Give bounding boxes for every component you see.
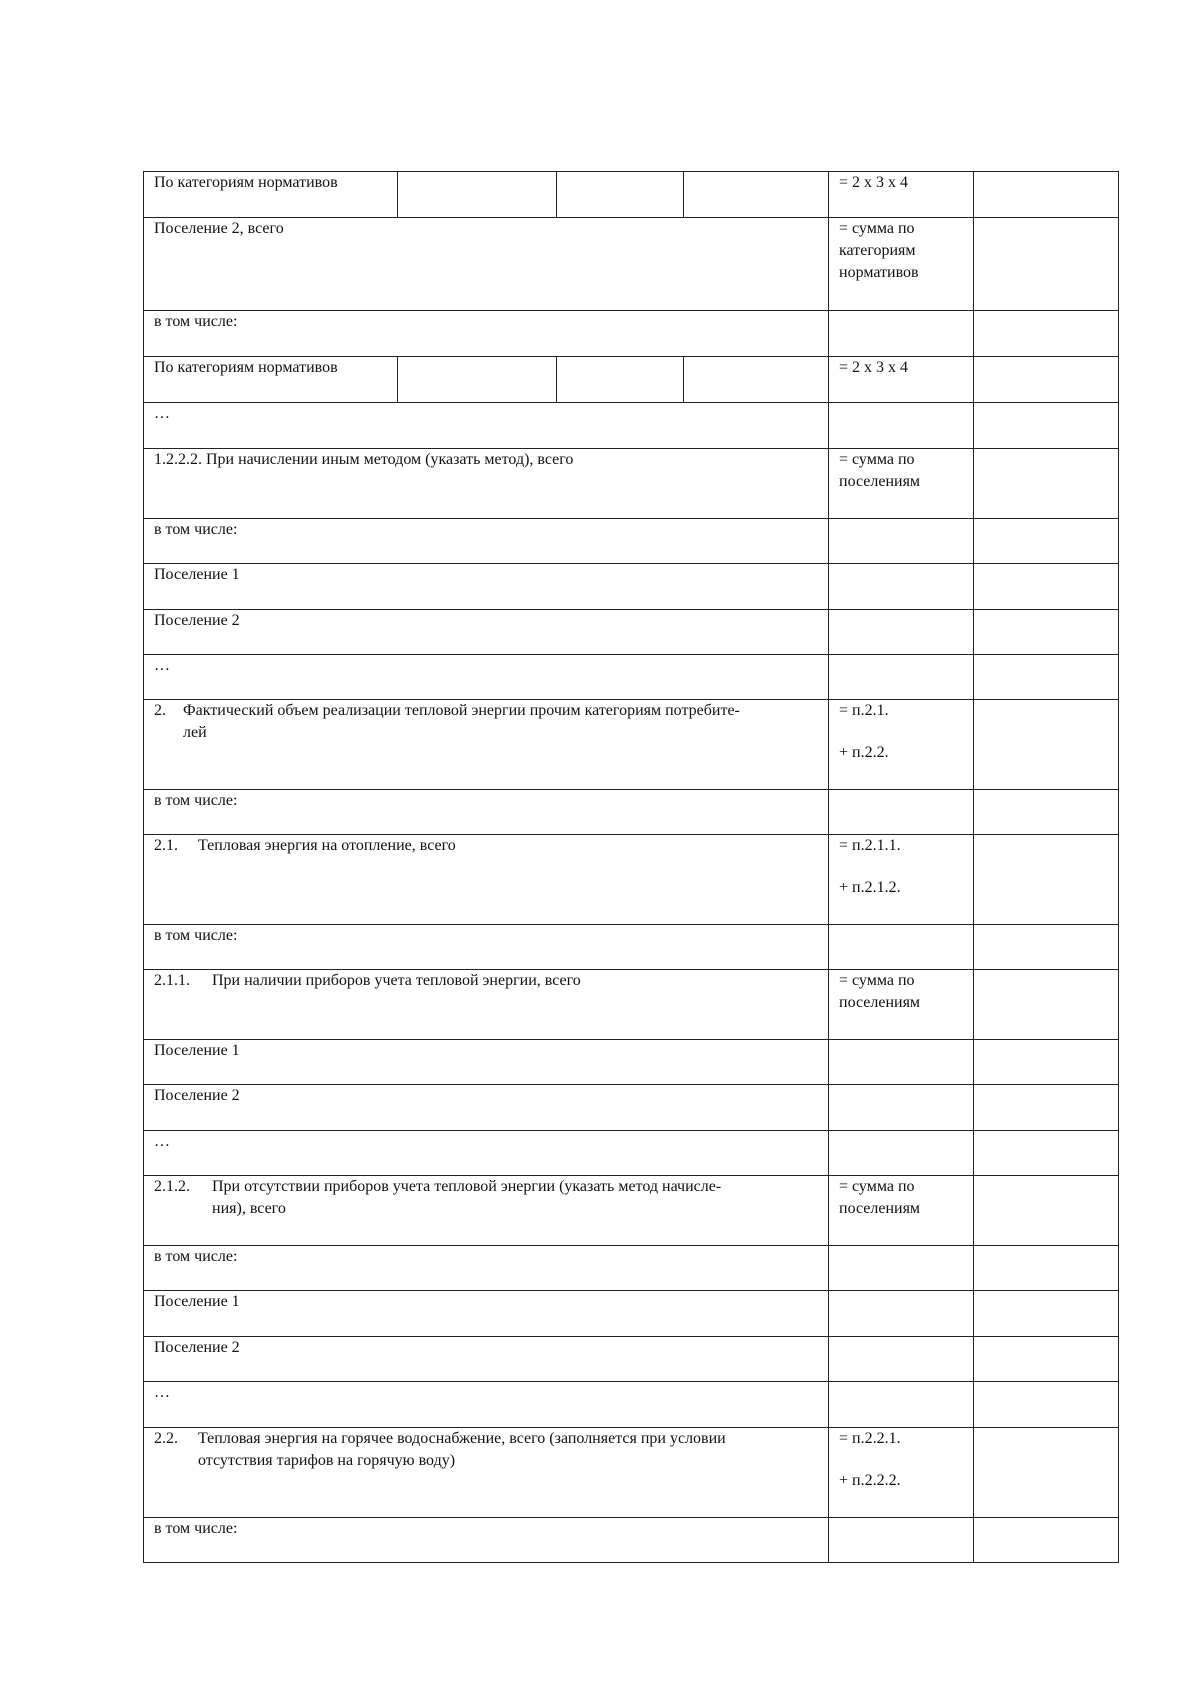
formula-line: поселениям [839, 994, 921, 1011]
formula-cell [829, 1428, 974, 1518]
label-line: Тепловая энергия на отопление, всего [198, 837, 456, 854]
value-cell [974, 1428, 1119, 1518]
formula-cell [829, 564, 974, 610]
formula-line: = п.2.1. [839, 702, 889, 719]
row-label: в том числе: [144, 311, 829, 357]
value-cell [974, 1176, 1119, 1246]
value-cell [974, 1246, 1119, 1291]
row-label: Поселение 2 [144, 1085, 829, 1131]
value-cell [974, 1040, 1119, 1085]
value-cell [974, 790, 1119, 835]
formula-cell [829, 1176, 974, 1246]
table-row [144, 564, 1119, 610]
value-cell [398, 172, 557, 218]
table-row [144, 1428, 1119, 1518]
formula-line: нормативов [839, 264, 919, 281]
numbered-label [154, 970, 818, 992]
table-row [144, 1382, 1119, 1428]
formula-cell: = 2 х 3 х 4 [829, 172, 974, 218]
table-row [144, 655, 1119, 700]
value-cell [974, 1131, 1119, 1176]
row-label: в том числе: [144, 1246, 829, 1291]
row-label: … [144, 403, 829, 449]
value-cell [974, 311, 1119, 357]
row-label: Поселение 2 [144, 610, 829, 655]
row-label: … [144, 1382, 829, 1428]
row-label [144, 1428, 829, 1518]
formula-cell [829, 1131, 974, 1176]
row-label [144, 1176, 829, 1246]
table-row [144, 835, 1119, 925]
table-row [144, 700, 1119, 790]
value-cell [974, 449, 1119, 519]
label-line: Тепловая энергия на горячее водоснабжение, всего (заполняется при условии [198, 1430, 726, 1447]
row-label [144, 700, 829, 790]
item-number: 2. [154, 702, 166, 719]
formula-cell [829, 835, 974, 925]
table-row [144, 1040, 1119, 1085]
row-label: Поселение 1 [144, 1040, 829, 1085]
value-cell [974, 1085, 1119, 1131]
formula-line: = сумма по [839, 451, 915, 468]
row-label: По категориям нормативов [144, 357, 398, 403]
row-label: в том числе: [144, 790, 829, 835]
formula-line: поселениям [839, 1200, 921, 1217]
formula-cell [829, 218, 974, 311]
value-cell [974, 700, 1119, 790]
value-cell [974, 218, 1119, 311]
value-cell [684, 357, 829, 403]
item-number: 2.1. [154, 837, 178, 854]
table-row [144, 449, 1119, 519]
formula-line: + п.2.2. [839, 744, 889, 761]
row-label: Поселение 2, всего [144, 218, 829, 311]
formula-cell [829, 1337, 974, 1382]
numbered-label [154, 835, 818, 857]
formula-line: поселениям [839, 473, 921, 490]
formula-cell [829, 610, 974, 655]
formula-cell [829, 1040, 974, 1085]
item-number: 2.1.2. [154, 1178, 190, 1195]
formula-cell [829, 970, 974, 1040]
row-label: Поселение 1 [144, 1291, 829, 1337]
table-row [144, 357, 1119, 403]
row-label: Поселение 1 [144, 564, 829, 610]
formula-line: + п.2.1.2. [839, 879, 901, 896]
table-row [144, 1176, 1119, 1246]
formula-cell [829, 403, 974, 449]
value-cell [684, 172, 829, 218]
formula-cell [829, 311, 974, 357]
value-cell [398, 357, 557, 403]
label-line: отсутствия тарифов на горячую воду) [198, 1452, 456, 1469]
row-label [144, 970, 829, 1040]
value-cell [974, 172, 1119, 218]
value-cell [974, 610, 1119, 655]
formula-cell [829, 790, 974, 835]
formula-cell [829, 700, 974, 790]
formula-cell [829, 1291, 974, 1337]
row-label: в том числе: [144, 519, 829, 564]
value-cell [557, 357, 684, 403]
value-cell [974, 1291, 1119, 1337]
label-line: При наличии приборов учета тепловой энергии, всего [212, 972, 581, 989]
table-row [144, 1291, 1119, 1337]
row-label: в том числе: [144, 925, 829, 970]
formula-line: категориям [839, 242, 916, 259]
formula-cell [829, 925, 974, 970]
value-cell [557, 172, 684, 218]
label-line: ния), всего [212, 1200, 286, 1217]
value-cell [974, 970, 1119, 1040]
formula-line: = п.2.2.1. [839, 1430, 901, 1447]
row-label [144, 835, 829, 925]
table-row [144, 218, 1119, 311]
formula-line: = сумма по [839, 1178, 915, 1195]
table-row [144, 1131, 1119, 1176]
value-cell [974, 1382, 1119, 1428]
row-label: По категориям нормативов [144, 172, 398, 218]
value-cell [974, 655, 1119, 700]
numbered-label [154, 1428, 818, 1472]
value-cell [974, 357, 1119, 403]
table-row [144, 1337, 1119, 1382]
table-row [144, 1246, 1119, 1291]
table-row [144, 519, 1119, 564]
value-cell [974, 925, 1119, 970]
row-label: 1.2.2.2. При начислении иным методом (указать метод), всего [144, 449, 829, 519]
table-row [144, 1518, 1119, 1563]
row-label: Поселение 2 [144, 1337, 829, 1382]
formula-line: = сумма по [839, 220, 915, 237]
row-label: … [144, 655, 829, 700]
value-cell [974, 1337, 1119, 1382]
table-row [144, 790, 1119, 835]
numbered-label [154, 1176, 818, 1220]
formula-cell [829, 1382, 974, 1428]
label-line: Фактический объем реализации тепловой энергии прочим категориям потребите- [183, 702, 740, 719]
item-number: 2.2. [154, 1430, 178, 1447]
label-line: лей [183, 724, 207, 741]
table-row [144, 925, 1119, 970]
table-row [144, 172, 1119, 218]
table-row [144, 610, 1119, 655]
value-cell [974, 519, 1119, 564]
item-number: 2.1.1. [154, 972, 190, 989]
formula-cell: = 2 х 3 х 4 [829, 357, 974, 403]
value-cell [974, 564, 1119, 610]
formula-cell [829, 1085, 974, 1131]
table-row [144, 311, 1119, 357]
formula-line: = сумма по [839, 972, 915, 989]
formula-cell [829, 655, 974, 700]
table-row [144, 403, 1119, 449]
value-cell [974, 1518, 1119, 1563]
formula-cell [829, 1518, 974, 1563]
table-row [144, 970, 1119, 1040]
formula-line: = п.2.1.1. [839, 837, 901, 854]
value-cell [974, 835, 1119, 925]
formula-cell [829, 1246, 974, 1291]
value-cell [974, 403, 1119, 449]
row-label: … [144, 1131, 829, 1176]
formula-cell [829, 519, 974, 564]
formula-line: + п.2.2.2. [839, 1472, 901, 1489]
numbered-label [154, 700, 818, 744]
tariff-form-table [143, 171, 1119, 1563]
label-line: При отсутствии приборов учета тепловой энергии (указать метод начисле- [212, 1178, 722, 1195]
formula-cell [829, 449, 974, 519]
table-row [144, 1085, 1119, 1131]
row-label: в том числе: [144, 1518, 829, 1563]
